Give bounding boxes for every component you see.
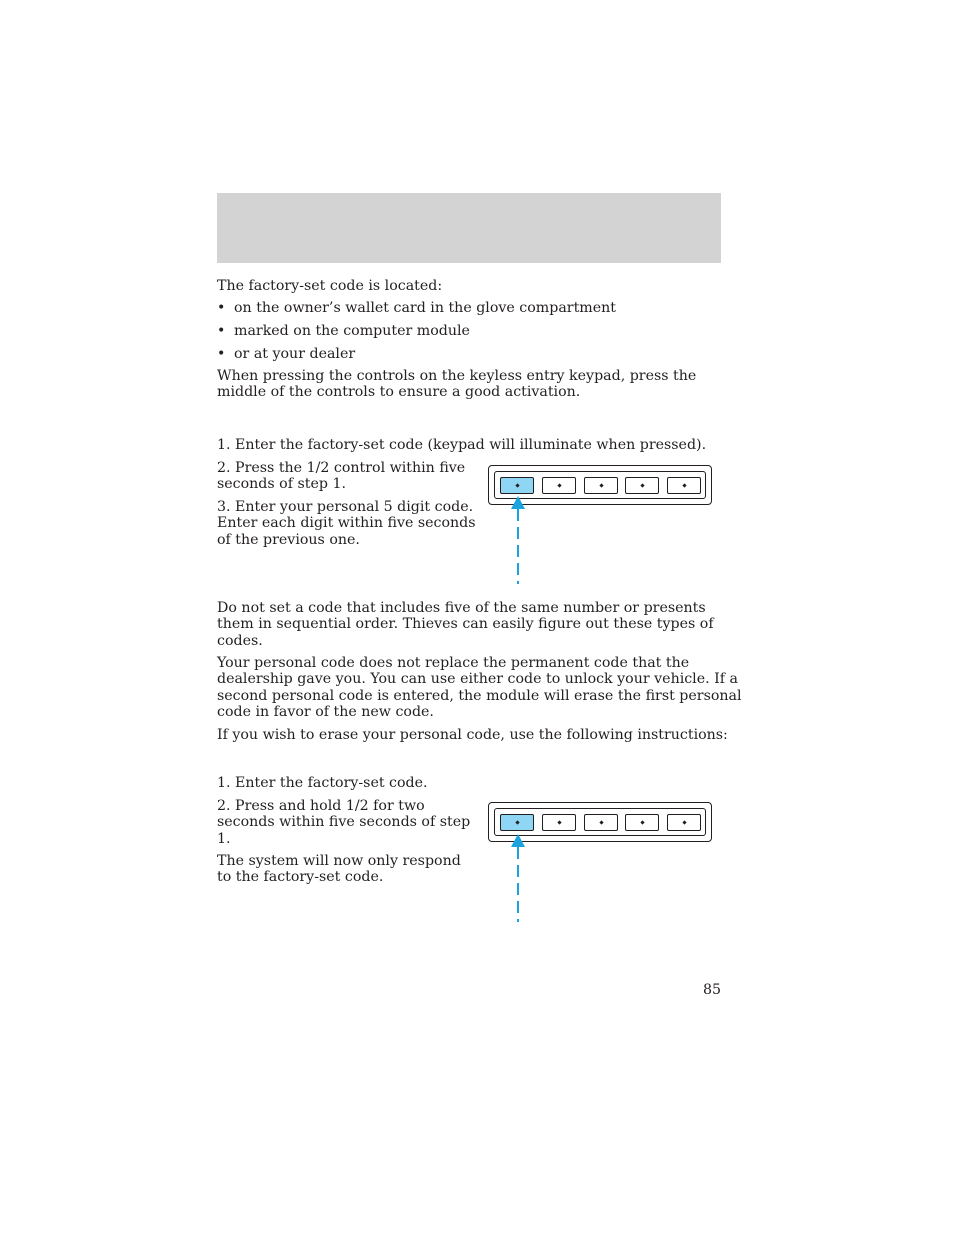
bullet-icon: • <box>217 346 226 362</box>
list-item-text: or at your dealer <box>234 346 356 362</box>
warning-paragraph: Do not set a code that includes five of the same number or presents them in sequential order. Thieves can easily figure out these types of codes. <box>217 600 714 649</box>
button-nub-icon <box>640 483 644 487</box>
button-nub-icon <box>640 820 644 824</box>
keypad-button-9-0 <box>667 477 701 494</box>
button-nub-icon <box>557 820 561 824</box>
keypad-button-7-8 <box>625 477 659 494</box>
button-nub-icon <box>557 483 561 487</box>
page-number: 85 <box>702 982 721 998</box>
button-nub-icon <box>599 483 603 487</box>
section-header-band <box>217 193 721 263</box>
keypad-button-1-2 <box>500 477 534 494</box>
keypad-button-5-6 <box>584 477 618 494</box>
erase-step-1: 1. Enter the factory-set code. <box>217 775 428 791</box>
keypad-frame <box>494 808 706 836</box>
program-step-2: 2. Press the 1/2 control within five seconds of step 1. <box>217 460 466 493</box>
erase-step-2: 2. Press and hold 1/2 for two seconds within five seconds of step 1. <box>217 798 471 847</box>
bullet-icon: • <box>217 323 226 339</box>
bullet-icon: • <box>217 300 226 316</box>
keypad-button-7-8 <box>625 814 659 831</box>
button-nub-icon <box>599 820 603 824</box>
button-nub-icon <box>682 483 686 487</box>
erase-intro: If you wish to erase your personal code, use the following instructions: <box>217 727 728 743</box>
program-step-1: 1. Enter the factory-set code (keypad will illuminate when pressed). <box>217 437 707 453</box>
button-nub-icon <box>515 483 519 487</box>
button-nub-icon <box>682 820 686 824</box>
keypad-button-5-6 <box>584 814 618 831</box>
keypad-button-9-0 <box>667 814 701 831</box>
list-item-text: marked on the computer module <box>234 323 470 339</box>
press-tip-paragraph: When pressing the controls on the keyless entry keypad, press the middle of the controls to ensure a good activation. <box>217 368 697 401</box>
erase-result: The system will now only respond to the factory-set code. <box>217 853 461 886</box>
intro-text: The factory-set code is located: <box>217 278 443 294</box>
program-step-3: 3. Enter your personal 5 digit code. Enter each digit within five seconds of the previous one. <box>217 499 476 548</box>
pointer-arrow-icon <box>509 496 527 584</box>
keypad-button-1-2 <box>500 814 534 831</box>
replace-note-paragraph: Your personal code does not replace the permanent code that the dealership gave you. You can use either code to unlock your vehicle. If a second personal code is entered, the module will erase the first personal code in favor of the new code. <box>217 655 742 721</box>
button-nub-icon <box>515 820 519 824</box>
keypad-button-3-4 <box>542 814 576 831</box>
keypad-button-3-4 <box>542 477 576 494</box>
list-item-text: on the owner’s wallet card in the glove compartment <box>234 300 616 316</box>
keypad-frame <box>494 471 706 499</box>
pointer-arrow-icon <box>509 834 527 922</box>
